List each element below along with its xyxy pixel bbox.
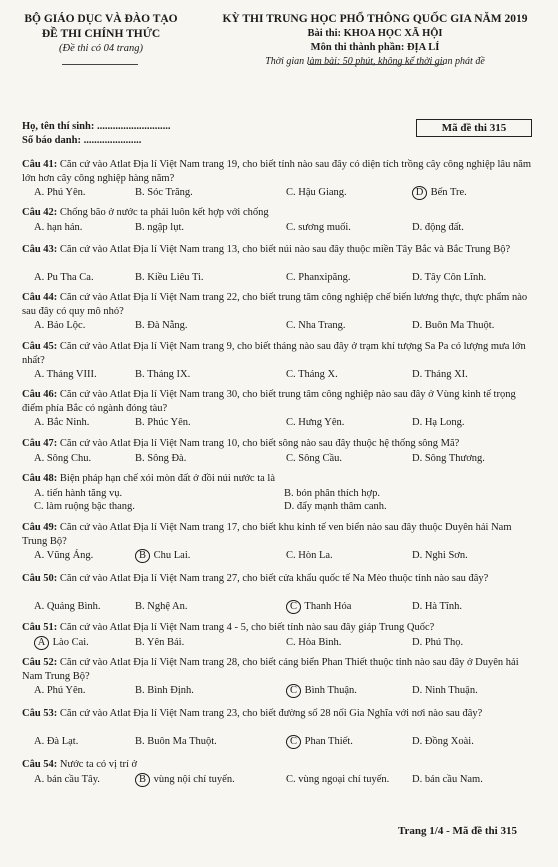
answer-option[interactable]: D. Nghi Sơn. — [412, 550, 468, 561]
answer-options — [34, 684, 534, 697]
question-42 — [22, 206, 536, 220]
answer-option[interactable]: C. Hòa Bình. — [286, 636, 342, 648]
answer-option[interactable]: A. Bắc Ninh. — [34, 417, 90, 428]
answer-option[interactable]: C. Nha Trang. — [286, 320, 346, 331]
header-divider-left — [62, 64, 138, 65]
question-number: Câu 46: — [22, 389, 58, 400]
page-count-note: (Đề thi có 04 trang) — [59, 43, 143, 54]
question-number: Câu 43: — [22, 244, 58, 255]
circled-answer-mark: B — [135, 773, 150, 787]
question-46 — [22, 388, 536, 415]
answer-option[interactable]: A. Vũng Áng. — [34, 550, 94, 561]
question-text: Căn cứ vào Atlat Địa lí Việt Nam trang 30, cho biết trung tâm công nghiệp nào sau đây ở Vùng kinh tế trọng điểm phía Bắc có ngành đóng tàu? — [22, 389, 516, 414]
answer-option[interactable]: B. Đà Nẵng. — [135, 320, 188, 331]
answer-text: Lào Cai. — [50, 636, 89, 648]
question-52 — [22, 656, 536, 683]
answer-options — [34, 416, 534, 429]
candidate-id-label: Số báo danh: ...................... — [22, 135, 142, 146]
question-number: Câu 42: — [22, 207, 58, 218]
answer-option[interactable]: D. Buôn Ma Thuột. — [412, 320, 495, 331]
question-45 — [22, 340, 536, 367]
question-50 — [22, 572, 536, 586]
question-text: Căn cứ vào Atlat Địa lí Việt Nam trang 9, cho biết tháng nào sau đây ở trạm khí tượng Sa Pa có lượng mưa lớn nhất? — [22, 341, 526, 366]
circled-answer-mark: A — [34, 636, 49, 650]
answer-options — [34, 773, 534, 786]
answer-option[interactable] — [286, 684, 357, 698]
answer-option[interactable]: D. Hạ Long. — [412, 417, 465, 428]
question-text: Căn cứ vào Atlat Địa lí Việt Nam trang 23, cho biết đường số 28 nối Gia Nghĩa với nơi nào sau đây? — [59, 708, 483, 719]
question-number: Câu 45: — [22, 341, 58, 352]
answer-option[interactable]: C. làm ruộng bậc thang. — [34, 501, 135, 512]
question-number: Câu 47: — [22, 438, 58, 449]
answer-option[interactable]: A. Phú Yên. — [34, 685, 86, 696]
answer-option[interactable]: B. ngập lụt. — [135, 221, 184, 233]
answer-option[interactable] — [135, 549, 190, 563]
answer-option[interactable]: B. Bình Định. — [135, 685, 194, 696]
question-number: Câu 54: — [22, 759, 58, 770]
exam-subject: Môn thi thành phần: ĐỊA LÍ — [310, 42, 440, 53]
circled-answer-mark: C — [286, 600, 301, 614]
answer-option[interactable] — [135, 773, 235, 787]
answer-option[interactable]: B. Phúc Yên. — [135, 417, 191, 428]
ministry-name: BỘ GIÁO DỤC VÀ ĐÀO TẠO — [24, 13, 178, 25]
question-54 — [22, 758, 536, 772]
question-number: Câu 52: — [22, 657, 58, 668]
answer-option[interactable] — [286, 600, 351, 614]
exam-title: KỲ THI TRUNG HỌC PHỔ THÔNG QUỐC GIA NĂM 2019 — [222, 13, 528, 25]
header-left — [12, 12, 190, 56]
circled-answer-mark: C — [286, 684, 301, 698]
answer-option[interactable]: D. Phú Thọ. — [412, 636, 464, 648]
question-text: Chống bão ở nước ta phải luôn kết hợp với chống — [59, 207, 269, 218]
answer-options — [34, 600, 534, 613]
answer-option[interactable]: A. Tháng VIII. — [34, 369, 97, 380]
question-51 — [22, 621, 536, 635]
question-43 — [22, 243, 536, 257]
answer-option[interactable]: A. Đà Lạt. — [34, 736, 79, 747]
question-number: Câu 41: — [22, 159, 58, 170]
question-47 — [22, 437, 536, 451]
answer-text: Thanh Hóa — [302, 601, 352, 612]
question-number: Câu 50: — [22, 573, 58, 584]
page-footer: Trang 1/4 - Mã đề thi 315 — [398, 825, 517, 837]
answer-option[interactable]: C. Sông Cầu. — [286, 452, 343, 464]
answer-options — [34, 500, 534, 513]
answer-option[interactable]: A. Phú Yên. — [34, 187, 86, 198]
answer-options — [34, 549, 534, 562]
question-49 — [22, 521, 536, 548]
question-text: Căn cứ vào Atlat Địa lí Việt Nam trang 13, cho biết núi nào sau đây thuộc miền Tây Bắc và Bắc Trung Bộ? — [59, 244, 511, 255]
header-right — [198, 12, 552, 69]
answer-options — [34, 636, 534, 649]
exam-code-box: Mã đề thi 315 — [416, 119, 532, 137]
answer-option[interactable]: D. Ninh Thuận. — [412, 685, 478, 696]
question-number: Câu 49: — [22, 522, 58, 533]
answer-option[interactable] — [34, 636, 89, 650]
answer-option[interactable]: D. Tây Côn Lĩnh. — [412, 272, 487, 283]
answer-option[interactable]: A. Sông Chu. — [34, 452, 92, 464]
answer-option[interactable]: C. sương muối. — [286, 221, 351, 233]
question-text: Căn cứ vào Atlat Địa lí Việt Nam trang 28, cho biết cảng biển Phan Thiết thuộc tỉnh nào sau đây ở Duyên hải Nam Trung Bộ? — [22, 657, 519, 682]
answer-option[interactable]: D. động đất. — [412, 221, 464, 233]
circled-answer-mark: B — [135, 549, 150, 563]
answer-option[interactable]: C. Phanxipăng. — [286, 272, 351, 283]
question-text: Căn cứ vào Atlat Địa lí Việt Nam trang 4 - 5, cho biết tỉnh nào sau đây giáp Trung Quốc? — [59, 622, 435, 633]
answer-text: Bình Thuận. — [302, 685, 357, 696]
answer-option[interactable]: B. Yên Bái. — [135, 636, 185, 648]
answer-option[interactable] — [412, 186, 467, 200]
question-text: Căn cứ vào Atlat Địa lí Việt Nam trang 17, cho biết khu kinh tế ven biển nào sau đây thuộc Duyên hải Nam Trung Bộ? — [22, 522, 512, 547]
question-41 — [22, 158, 536, 185]
answer-option[interactable]: B. bón phân thích hợp. — [284, 488, 380, 499]
answer-text: vùng nội chí tuyến. — [151, 773, 235, 785]
answer-option[interactable]: A. Quảng Bình. — [34, 601, 101, 612]
answer-option[interactable]: D. Tháng XI. — [412, 369, 468, 380]
exam-time: Thời gian làm bài: 50 phút, không kể thời gian phát đề — [265, 56, 485, 67]
question-48 — [22, 472, 536, 486]
question-text: Căn cứ vào Atlat Địa lí Việt Nam trang 10, cho biết sông nào sau đây thuộc hệ thống sông Mã? — [59, 438, 460, 449]
answer-options — [34, 735, 534, 748]
exam-section: Bài thi: KHOA HỌC XÃ HỘI — [307, 28, 443, 39]
question-text: Căn cứ vào Atlat Địa lí Việt Nam trang 19, cho biết tỉnh nào sau đây có diện tích trồng cây công nghiệp lâu năm lớn hơn cây công nghiệp hàng năm? — [22, 159, 532, 184]
question-text: Căn cứ vào Atlat Địa lí Việt Nam trang 27, cho biết cửa khẩu quốc tế Na Mèo thuộc tỉnh nào sau đây? — [59, 573, 489, 584]
answer-option[interactable]: A. hạn hán. — [34, 221, 83, 233]
answer-option[interactable]: C. Hòn La. — [286, 550, 333, 561]
answer-option[interactable]: C. vùng ngoại chí tuyến. — [286, 773, 390, 785]
answer-options — [34, 368, 534, 381]
answer-option[interactable]: A. Pu Tha Ca. — [34, 272, 94, 283]
answer-option[interactable]: D. đẩy mạnh thâm canh. — [284, 501, 387, 512]
header-divider-right — [308, 64, 444, 65]
question-number: Câu 44: — [22, 292, 58, 303]
answer-option[interactable]: A. Bảo Lộc. — [34, 320, 86, 331]
answer-options — [34, 221, 534, 234]
answer-option[interactable]: D. Sông Thương. — [412, 452, 485, 464]
answer-option[interactable]: B. Tháng IX. — [135, 369, 191, 380]
answer-option[interactable]: B. Sóc Trăng. — [135, 187, 193, 198]
answer-options — [34, 271, 534, 284]
answer-option[interactable]: D. bán cầu Nam. — [412, 773, 483, 785]
answer-option[interactable]: C. Tháng X. — [286, 369, 338, 380]
question-number: Câu 51: — [22, 622, 58, 633]
answer-options — [34, 452, 534, 465]
answer-options — [34, 487, 534, 500]
answer-option[interactable]: A. bán cầu Tây. — [34, 773, 100, 785]
question-number: Câu 48: — [22, 473, 58, 484]
answer-option[interactable]: B. Buôn Ma Thuột. — [135, 736, 217, 747]
answer-option[interactable]: D. Hà Tĩnh. — [412, 601, 462, 612]
circled-answer-mark: C — [286, 735, 301, 749]
answer-option[interactable]: B. Sông Đà. — [135, 452, 187, 464]
answer-option[interactable]: C. Hậu Giang. — [286, 187, 347, 198]
answer-option[interactable]: A. tiến hành tăng vụ. — [34, 488, 123, 499]
question-text: Căn cứ vào Atlat Địa lí Việt Nam trang 22, cho biết trung tâm công nghiệp chế biến lương thực, thực phẩm nào sau đây có quy mô nhỏ? — [22, 292, 528, 317]
answer-option[interactable]: C. Hưng Yên. — [286, 417, 345, 428]
answer-option[interactable]: B. Nghệ An. — [135, 601, 188, 612]
official-label: ĐỀ THI CHÍNH THỨC — [41, 28, 161, 40]
answer-option[interactable] — [286, 735, 353, 749]
question-text: Nước ta có vị trí ở — [59, 759, 138, 770]
answer-options — [34, 319, 534, 332]
answer-option[interactable]: D. Đồng Xoài. — [412, 736, 474, 747]
answer-option[interactable]: B. Kiều Liêu Ti. — [135, 272, 204, 283]
answer-text: Chu Lai. — [151, 550, 191, 561]
circled-answer-mark: D — [412, 186, 427, 200]
question-44 — [22, 291, 536, 318]
candidate-name-label: Họ, tên thí sinh: ............................ — [22, 121, 171, 132]
answer-text: Phan Thiết. — [302, 736, 353, 747]
question-number: Câu 53: — [22, 708, 58, 719]
question-text: Biện pháp hạn chế xói mòn đất ở đồi núi nước ta là — [59, 473, 276, 484]
answer-options — [34, 186, 534, 199]
answer-text: Bến Tre. — [428, 187, 467, 198]
question-53 — [22, 707, 536, 721]
